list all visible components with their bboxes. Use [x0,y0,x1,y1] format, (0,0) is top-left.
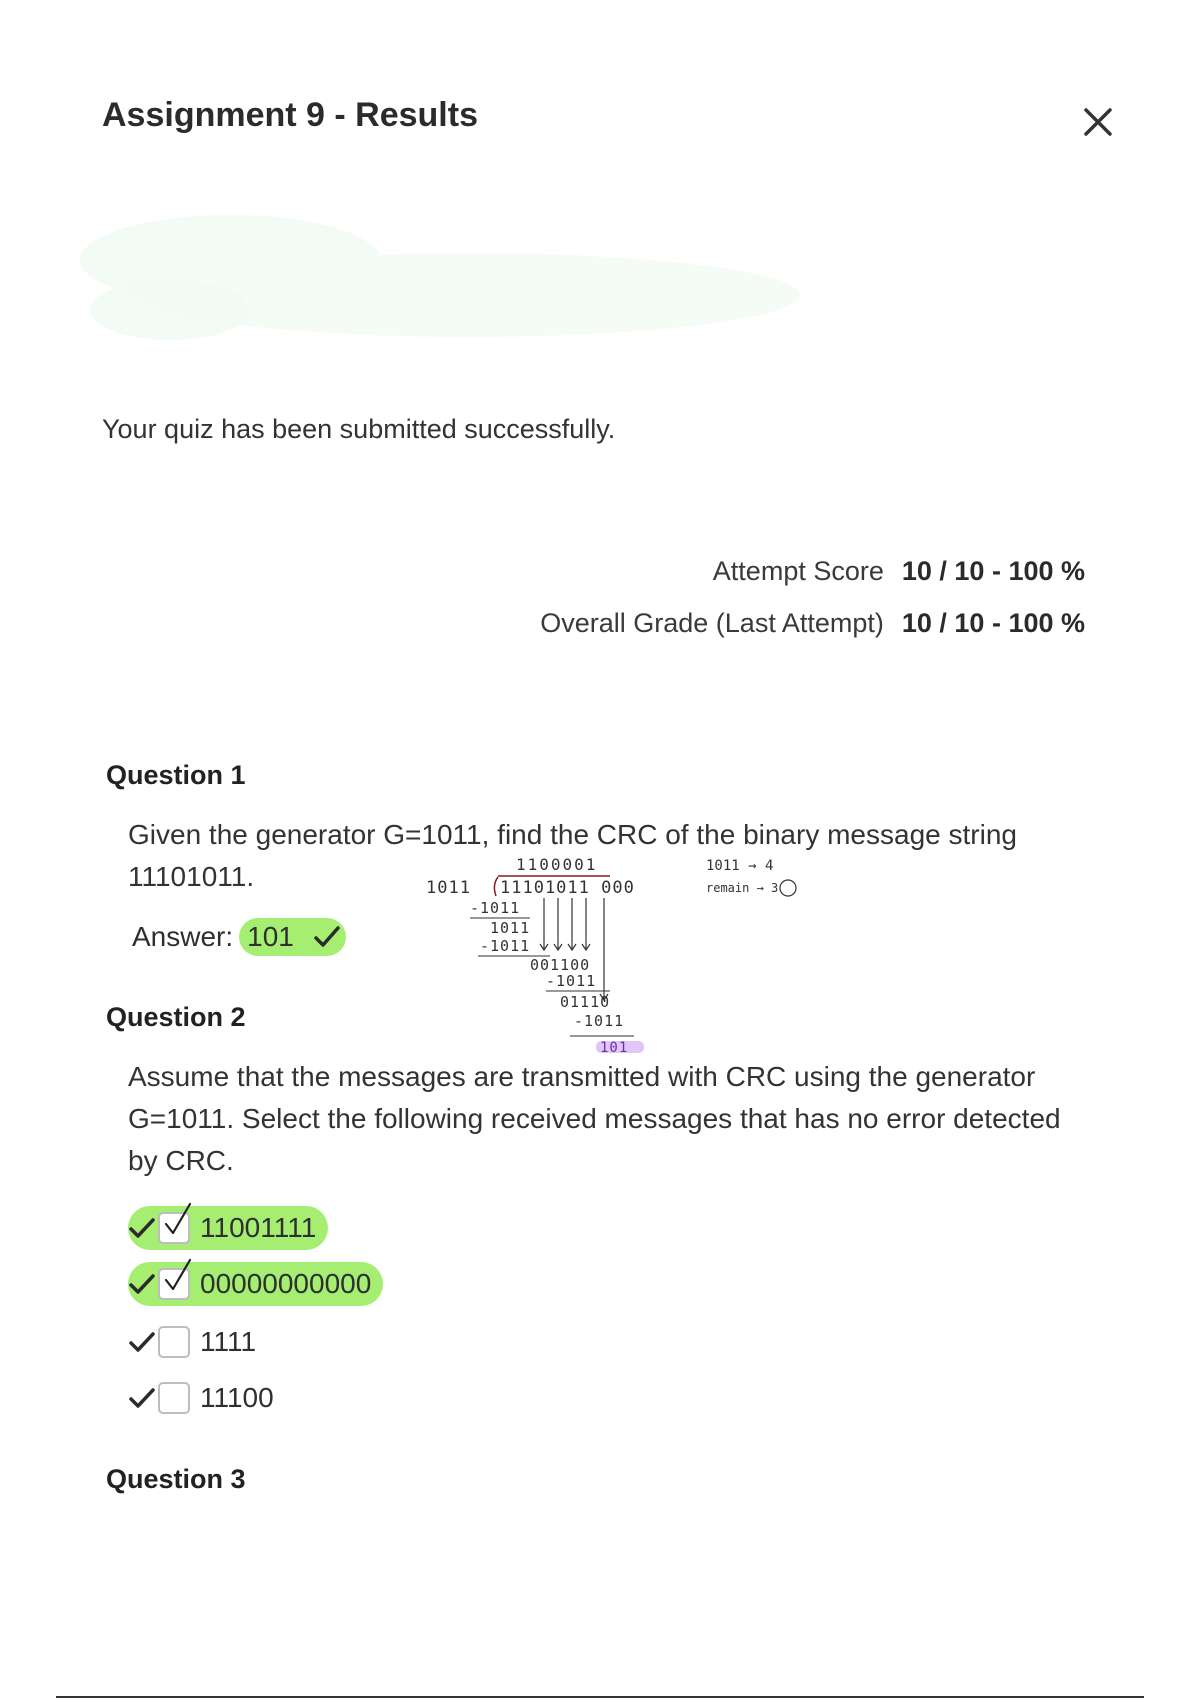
sketch-step: -1011 [470,899,521,917]
attempt-score-row [540,556,1085,608]
page-title: Assignment 9 - Results [102,96,478,134]
sketch-divisor: 1011 [426,878,471,898]
answer-value: 101 [247,921,294,952]
erased-area [50,200,810,360]
option-row[interactable] [128,1262,383,1306]
option-row[interactable] [128,1320,256,1364]
option-checkbox[interactable] [158,1268,190,1300]
answer-label: Answer: [132,921,234,952]
bottom-divider [56,1696,1144,1698]
sketch-step: -1011 [574,1012,625,1030]
question-2-text-line: G=1011. Select the following received messages that has no error detected [128,1103,1061,1134]
question-2-text-line: Assume that the messages are transmitted with CRC using the generator [128,1061,1036,1092]
sketch-remain-circle [780,880,796,896]
sketch-step: -1011 [480,937,531,955]
option-row[interactable] [128,1376,274,1420]
question-1-text-line: 11101011. [128,861,255,892]
checkmark-icon [128,1270,156,1298]
attempt-score-label: Attempt Score [712,556,884,586]
sketch-remainder: 101 [600,1040,629,1056]
sketch-step: 01110 [560,993,611,1011]
close-icon [1083,107,1113,137]
sketch-step: 001100 [530,956,591,974]
checkmark-icon [128,1384,156,1412]
question-1-answer [132,918,346,956]
option-label: 00000000000 [200,1268,372,1299]
attempt-score-value: 10 / 10 - 100 % [901,556,1085,586]
answer-value-chip [239,918,346,956]
sketch-side-note: remain → 3 [706,881,779,895]
question-1-text-line: Given the generator G=1011, find the CRC of the binary message string [128,819,1017,850]
overall-grade-row [540,608,1085,660]
checkmark-icon [128,1214,156,1242]
submission-message: Your quiz has been submitted successfully. [102,414,616,444]
sketch-step: -1011 [546,972,597,990]
option-checkbox[interactable] [158,1326,190,1358]
question-3-heading: Question 3 [106,1464,246,1494]
sketch-quotient: 1100001 [516,855,598,874]
option-checkbox[interactable] [158,1382,190,1414]
score-summary [540,556,1085,660]
question-2-heading: Question 2 [106,1002,246,1032]
option-label: 11001111 [200,1212,317,1243]
sketch-side-note: 1011 → 4 [706,858,774,874]
sketch-dividend: 11101011 000 [500,878,635,898]
question-1-heading: Question 1 [106,760,246,790]
question-2-text-line: by CRC. [128,1145,234,1176]
checkmark-icon [314,925,340,949]
checkmark-icon [128,1328,156,1356]
overall-grade-label: Overall Grade (Last Attempt) [540,608,884,638]
overall-grade-value: 10 / 10 - 100 % [901,608,1085,638]
option-label: 1111 [200,1326,257,1357]
checked-tick-icon [162,1202,194,1238]
handwritten-crc-division [420,850,820,1060]
sketch-division-bracket [494,877,498,896]
close-button[interactable] [1076,100,1120,144]
option-label: 11100 [200,1382,274,1413]
question-2-text [128,1056,1061,1182]
option-checkbox[interactable] [158,1212,190,1244]
option-row[interactable] [128,1206,328,1250]
checked-tick-icon [162,1258,194,1294]
sketch-step: 1011 [490,919,531,937]
